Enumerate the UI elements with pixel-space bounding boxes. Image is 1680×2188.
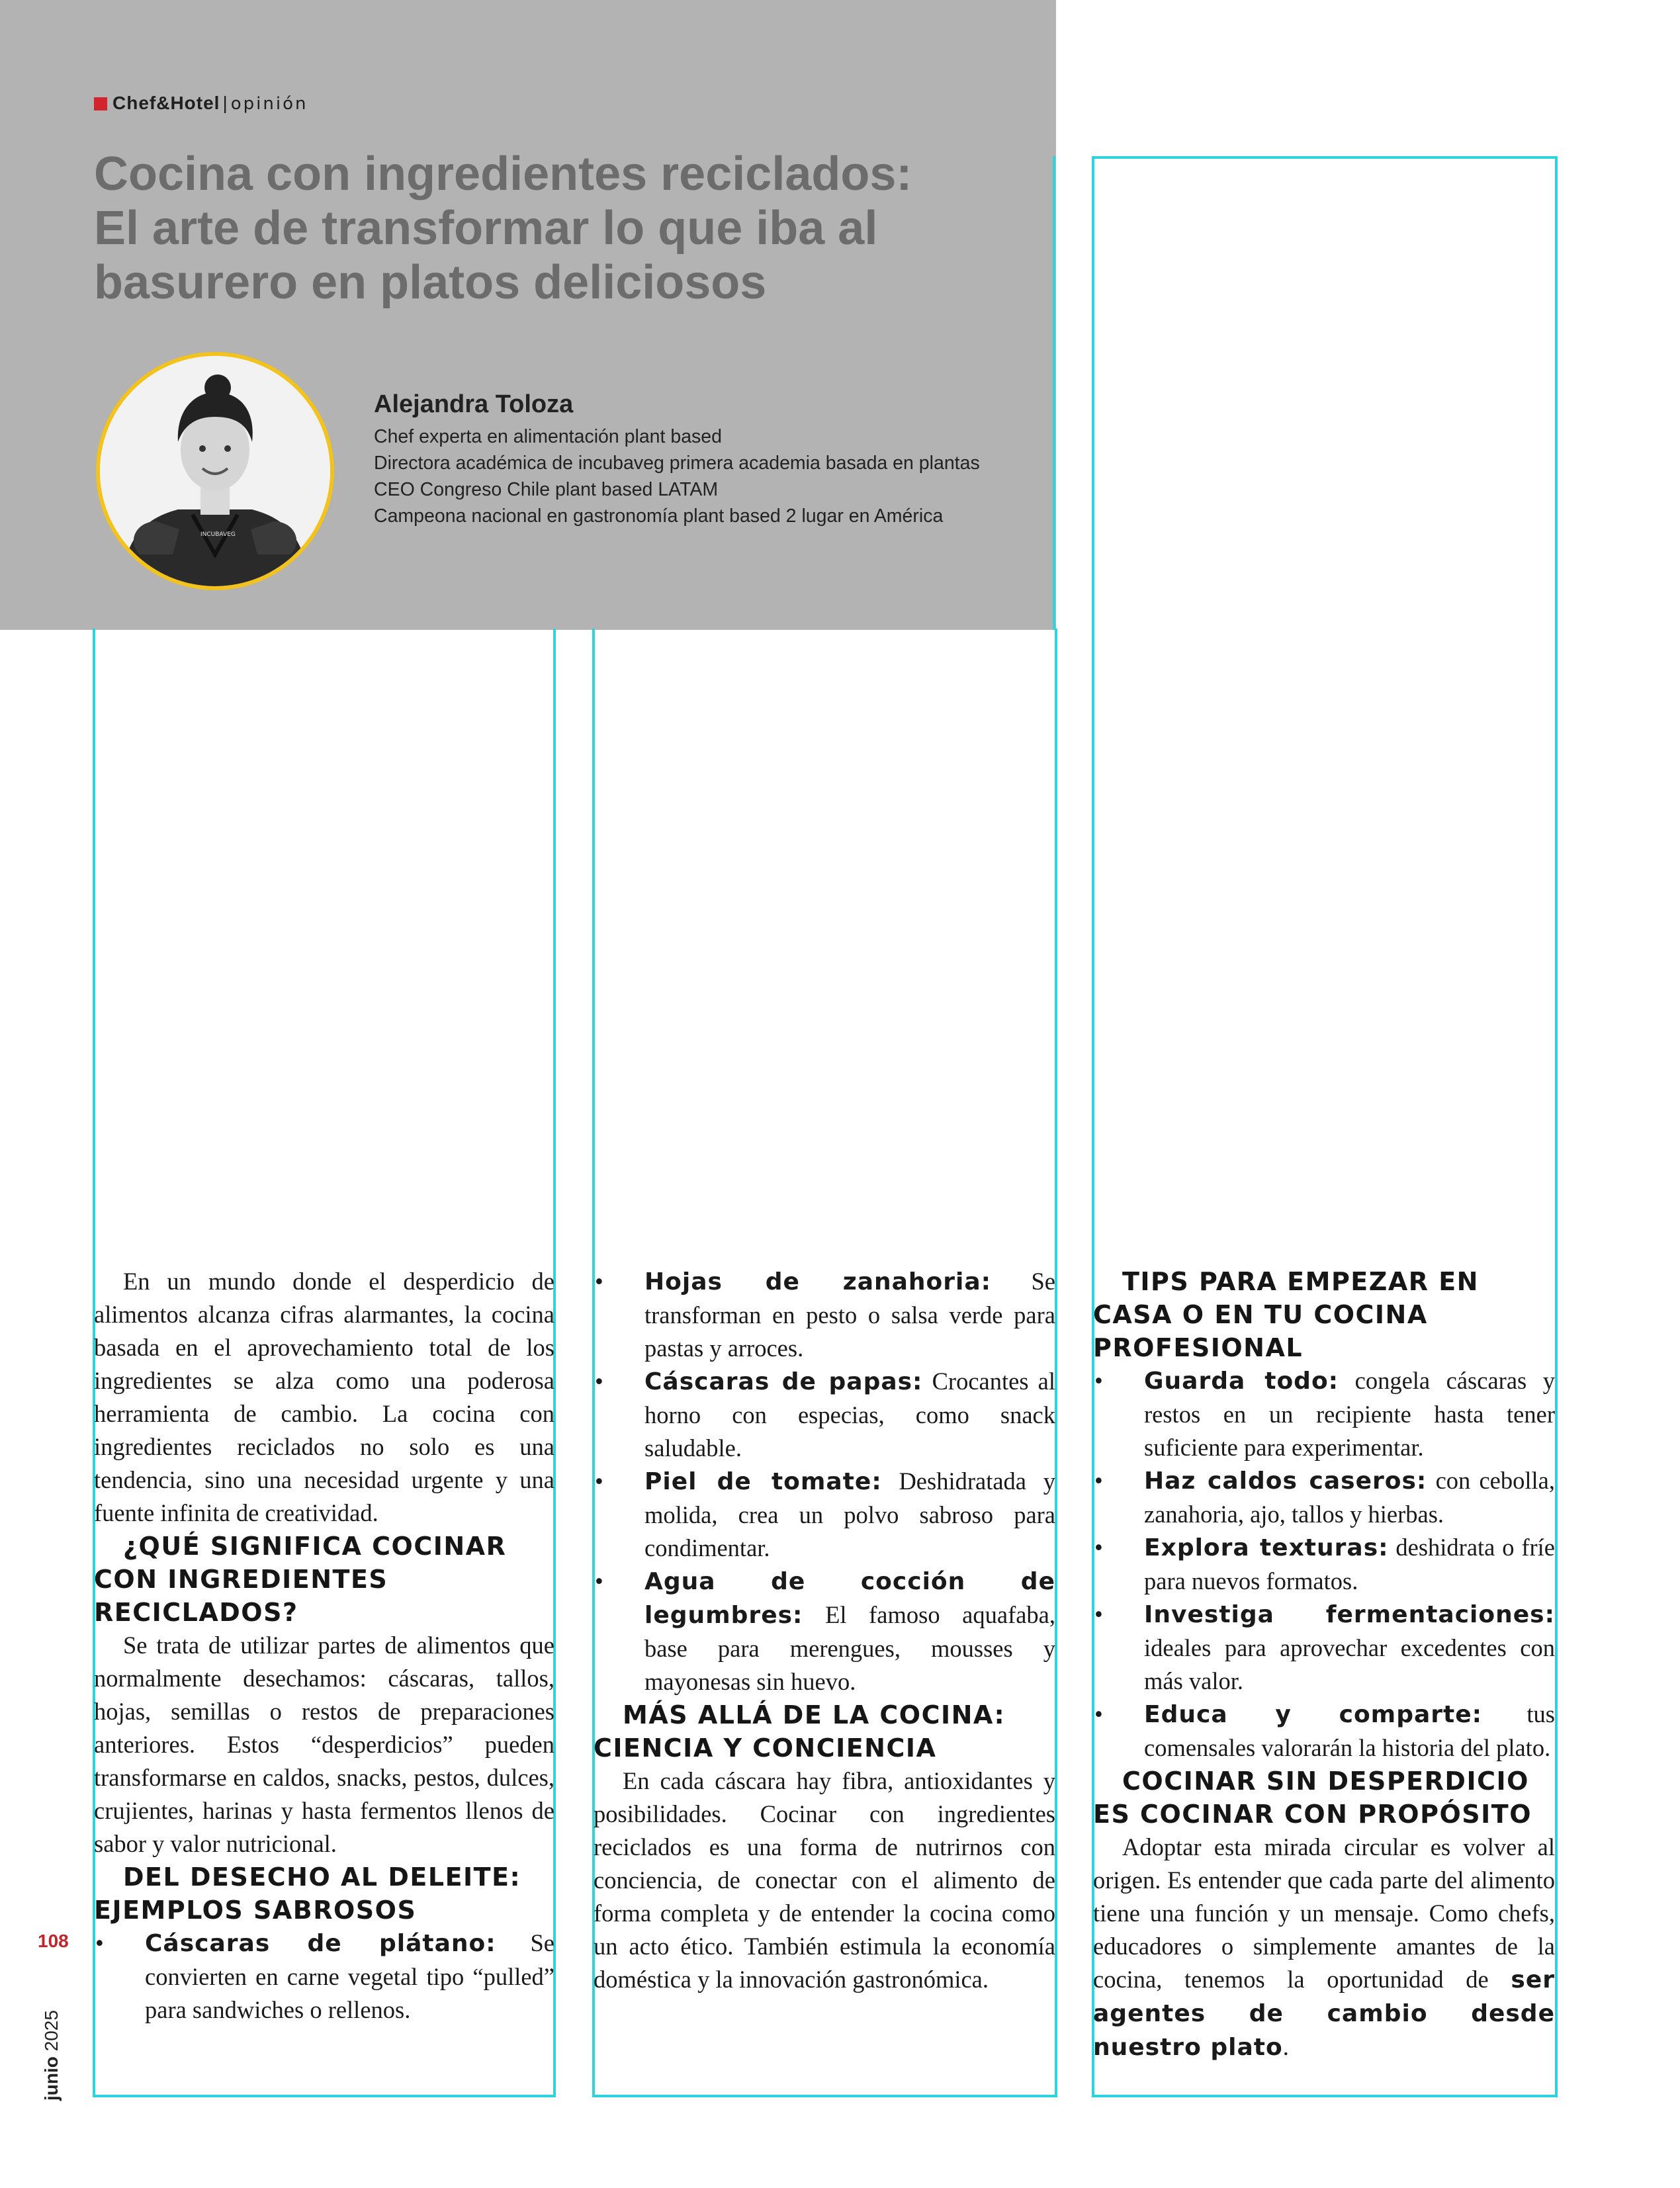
list-item: • Haz caldos caseros: con cebolla, zanahoria, ajo, tallos y hierbas.: [1093, 1464, 1555, 1531]
list-item: • Educa y comparte: tus comensales valorarán la historia del plato.: [1093, 1698, 1555, 1765]
red-square-icon: [94, 97, 107, 110]
closing-paragraph: Adoptar esta mirada circular es volver al origen. Es entender que cada parte del alimento tiene una función y un mensaje. Como chefs, educadores o simplemente amantes de la cocina, tenemos la oportunidad de ser agentes de cambio desde nuestro plato.: [1093, 1833, 1555, 2061]
section-heading: COCINAR SIN DESPERDICIO ES COCINAR CON PROPÓSITO: [1093, 1767, 1532, 1829]
section-heading: TIPS PARA EMPEZAR EN CASA O EN TU COCINA PROFESIONAL: [1093, 1267, 1479, 1362]
title-line: El arte de transformar lo que iba al: [94, 202, 878, 255]
body-paragraph: En cada cáscara hay fibra, antioxidantes y posibilidades. Cocinar con ingredientes reciclados es una forma de nutrirnos con conciencia, de conectar con el alimento de forma completa y de entender la cocina como un acto ético. También estimula la economía doméstica y la innovación gastronómica.: [594, 1767, 1055, 1993]
examples-list: [94, 1927, 554, 2027]
section-heading: MÁS ALLÁ DE LA COCINA: CIENCIA Y CONCIENCIA: [594, 1700, 1006, 1763]
list-item: • Cáscaras de plátano: Se convierten en carne vegetal tipo “pulled” para sandwiches o rellenos.: [94, 1927, 554, 2027]
author-role: Campeona nacional en gastronomía plant based 2 lugar en América: [374, 505, 944, 527]
page-number: 108: [38, 1931, 69, 1951]
brand-label: Chef&Hotel: [112, 93, 220, 113]
author-roles: [374, 423, 980, 529]
list-item: • Guarda todo: congela cáscaras y restos en un recipiente hasta tener suficiente para experimentar.: [1093, 1364, 1555, 1464]
section-heading: ¿QUÉ SIGNIFICA COCINAR CON INGREDIENTES RECICLADOS?: [94, 1532, 507, 1627]
kicker-separator: |: [222, 93, 228, 113]
author-name: Alejandra Toloza: [374, 390, 574, 418]
list-item: • Explora texturas: deshidrata o fríe para nuevos formatos.: [1093, 1531, 1555, 1598]
article-column-1: [94, 1265, 554, 2027]
section-kicker: [94, 93, 308, 114]
intro-paragraph: En un mundo donde el desperdicio de alimentos alcanza cifras alarmantes, la cocina basada en el aprovechamiento total de los ingredientes se alza como una poderosa herramienta de cambio. La cocina con ingredientes reciclados no solo es una tendencia, sino una necesidad urgente y una fuente infinita de creatividad.: [94, 1268, 554, 1526]
apron-logo: INCUBAVEG: [200, 531, 236, 538]
article-column-3: [1093, 1265, 1555, 2064]
article-column-2: [594, 1265, 1055, 1996]
list-item: • Agua de cocción de legumbres: El famoso aquafaba, base para merengues, mousses y mayonesas sin huevo.: [594, 1565, 1055, 1698]
tips-list: [1093, 1364, 1555, 1765]
section-label: opinión: [230, 94, 308, 114]
body-paragraph: Se trata de utilizar partes de alimentos que normalmente desechamos: cáscaras, tallos, hojas, semillas o restos de preparaciones anteriores. Estos “desperdicios” pueden transformarse en caldos, snacks, pestos, dulces, crujientes, harinas y hasta fermentos llenos de sabor y valor nutricional.: [94, 1632, 554, 1857]
title-line: basurero en platos deliciosos: [94, 256, 767, 309]
column-guide-middle-top: [1053, 156, 1055, 630]
author-role: Chef experta en alimentación plant based: [374, 426, 723, 447]
list-item: • Piel de tomate: Deshidratada y molida, crea un polvo sabroso para condimentar.: [594, 1465, 1055, 1565]
issue-date: junio 2025: [41, 2010, 62, 2101]
list-item: • Cáscaras de papas: Crocantes al horno con especias, como snack saludable.: [594, 1365, 1055, 1465]
author-portrait-illustration: [100, 356, 330, 586]
author-role: CEO Congreso Chile plant based LATAM: [374, 479, 719, 500]
list-item: • Hojas de zanahoria: Se transforman en pesto o salsa verde para pastas y arroces.: [594, 1265, 1055, 1365]
title-line: Cocina con ingredientes reciclados:: [94, 148, 912, 200]
examples-list: [594, 1265, 1055, 1698]
article-title: [94, 147, 1034, 310]
list-item: • Investiga fermentaciones: ideales para aprovechar excedentes con más valor.: [1093, 1598, 1555, 1698]
section-heading: DEL DESECHO AL DELEITE: EJEMPLOS SABROSOS: [94, 1862, 521, 1925]
author-role: Directora académica de incubaveg primera academia basada en plantas: [374, 453, 980, 474]
author-avatar: [96, 352, 334, 590]
